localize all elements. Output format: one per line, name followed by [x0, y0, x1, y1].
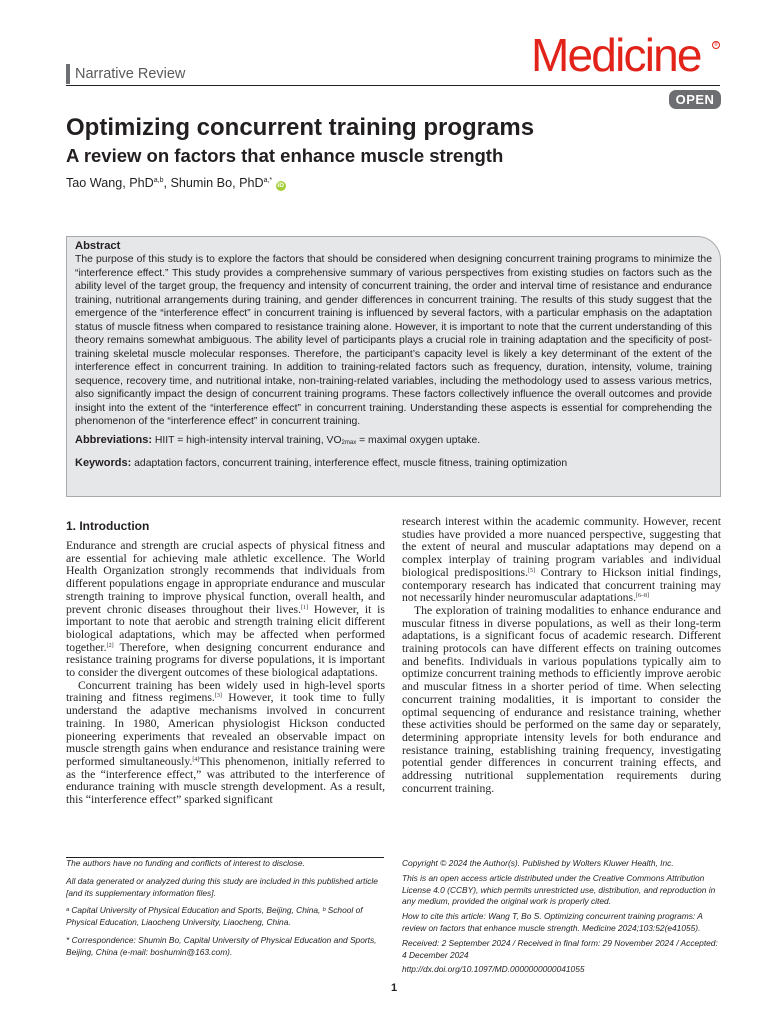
article-type-label: Narrative Review: [66, 64, 185, 84]
body-column-right: [402, 516, 721, 795]
affiliation-marker: a,b: [153, 177, 164, 184]
citation-link[interactable]: [2]: [106, 642, 114, 649]
paragraph-text: Endurance and strength are crucial aspects of physical fitness and are essential for achieving male athletic excellence. The World Health Organization strongly recommends that individuals from different populations engage in appropriate endurance and muscular strength training to improve physical function, overall health, and prevent chronic diseases throughout their lives.: [66, 539, 385, 616]
abbreviations-label: Abbreviations:: [75, 433, 153, 446]
citation-link[interactable]: [6–8]: [636, 593, 650, 600]
page-number: 1: [390, 982, 398, 994]
journal-logo: Medicine: [531, 29, 701, 81]
citation-link[interactable]: [4]: [192, 756, 200, 763]
paragraph-text: research interest within the academic community. However, recent studies have provided a more nuanced perspective, suggesting that the extent of neural and muscular adaptations may depend on a complex interplay of training program variables and individual biological predispositions.: [402, 515, 721, 579]
paragraph-text: Contrary to Hickson initial findings, contemporary research has indicated that concurrent training may not necessarily hinder neuromuscular adaptations.: [402, 565, 721, 605]
citation-info: How to cite this article: Wang T, Bo S. Optimizing concurrent training programs: A review on factors that enhance muscle strength. Medicine 2024;103:52(e41055).: [402, 911, 703, 933]
footnotes-right: [402, 858, 721, 979]
funding-statement: The authors have no funding and conflicts of interest to disclose.: [66, 858, 305, 868]
affiliations: ᵃ Capital University of Physical Education and Sports, Beijing, China, ᵇ School of Physical Education, Liaocheng University, Liaocheng, China.: [66, 905, 363, 928]
paragraph-text: However, it is important to note that aerobic and strength training elicit different biological adaptations, which may be affected when performed together.: [66, 602, 385, 654]
paragraph-continued: [402, 516, 721, 605]
author-separator: ,: [163, 176, 171, 190]
keywords: [75, 457, 712, 471]
author-name[interactable]: Shumin Bo, PhD: [170, 176, 264, 190]
author-name[interactable]: Tao Wang, PhD: [66, 176, 154, 190]
keywords-text: adaptation factors, concurrent training, interference effect, muscle fitness, training optimization: [131, 458, 568, 469]
abbreviation-subscript: 2max: [341, 439, 357, 446]
doi-link[interactable]: http://dx.doi.org/10.1097/MD.0000000000041055: [402, 964, 585, 975]
header-rule: [66, 85, 720, 86]
abstract-box: [66, 236, 721, 497]
section-heading-introduction: 1. Introduction: [66, 519, 150, 533]
orcid-icon[interactable]: iD: [277, 182, 284, 189]
citation-link[interactable]: [3]: [214, 693, 222, 700]
license-notice: This is an open access article distributed under the Creative Commons Attribution License 4.0 (CCBY), which permits unrestricted use, distribution, and reproduction in any medium, provided the original work is properly cited.: [402, 872, 716, 907]
citation-link[interactable]: [1]: [301, 604, 309, 611]
footnotes-left: [66, 858, 384, 965]
author-list: [66, 172, 286, 192]
paragraph-text: Therefore, when designing concurrent endurance and resistance training programs for diverse populations, it is important to consider the divergent outcomes of these biological adaptations.: [66, 640, 385, 680]
received-dates: Received: 2 September 2024 / Received in final form: 29 November 2024 / Accepted: 4 December 2024: [402, 937, 718, 960]
keywords-label: Keywords:: [75, 457, 132, 469]
paragraph-text: This phenomenon, initially referred to as the “interference effect,” was attributed to the interference of endurance training with muscle strength development. As a result, this “interference effect” sparked significant: [66, 754, 385, 807]
affiliation-marker: a,*: [263, 177, 273, 184]
abbreviations-text: = maximal oxygen uptake.: [356, 434, 481, 446]
paragraph: [66, 540, 385, 680]
abbreviations-text: HIIT = high-intensity interval training, VO: [152, 434, 342, 446]
article-subtitle: A review on factors that enhance muscle strength: [66, 145, 504, 166]
correspondence: * Correspondence: Shumin Bo, Capital University of Physical Education and Sports, Beijing, China (e-mail: boshumin@163.com).: [66, 934, 377, 957]
copyright-notice: Copyright © 2024 the Author(s). Published by Wolters Kluwer Health, Inc.: [402, 858, 674, 868]
paragraph: [66, 680, 385, 807]
article-title: Optimizing concurrent training programs: [66, 114, 535, 141]
body-column-left: [66, 540, 385, 807]
abbreviations: [75, 434, 712, 451]
paragraph-text: Concurrent training has been widely used in high-level sports training and fitness regimens.: [66, 678, 385, 705]
abstract-text: The purpose of this study is to explore the factors that should be considered when designing concurrent training programs to minimize the “interference effect.” This study provides a comprehensive summary of various perspectives from existing studies on factors such as the ability level of the target group, the frequency and intensity of concurrent training, the order and interval time of resistance and endurance training, nutritional arrangements during training, and gender differences in concurrent training. The results of this study suggest that the emergence of the “interference effect” in concurrent training is influenced by several factors, with a particular emphasis on the adaptation status of muscle fitness when compared to resistance training alone. However, it is important to note that the current understanding of this theory remains somewhat ambiguous. The ability level of participants plays a crucial role in training adaptation and the specificity of post-training skeletal muscle molecular responses. Therefore, the participant’s capacity level is likely a key determinant of the extent of the interference effect in concurrent training. In addition to training-related factors such as frequency, duration, intensity, volume, training sequence, recovery time, and nutritional intake, non-training-related variables, including the methodology used to assess various metrics, also significantly impact the design of concurrent training programs. These factors collectively influence the overall outcomes and provide insight into the extent of the “interference effect” in concurrent training. Understanding these aspects is essential for comprehending the phenomenon of the “interference effect” in concurrent training.: [75, 254, 712, 427]
registered-mark-icon: ®: [712, 41, 720, 49]
data-availability: All data generated or analyzed during this study are included in this published article [and its supplementary information files].: [66, 875, 378, 898]
paragraph: The exploration of training modalities to enhance endurance and muscular fitness in diverse populations, as well as their long-term adaptations, is a significant focus of academic research. Different training protocols can have different effects on training outcomes and benefits. Individuals in various populations typically aim to optimize concurrent training methods to efficiently improve aerobic and muscular fitness in a shorter period of time. When selecting concurrent training modalities, it is important to consider the optimal sequencing of endurance and resistance training, whether these activities should be performed on the same day or separately, determining appropriate intensity levels for both endurance and resistance training, establishing training frequency, investigating potential gender differences in concurrent training effects, and addressing nutritional supplementation requirements during concurrent training.: [402, 603, 721, 795]
abstract-heading: Abstract: [75, 240, 121, 252]
open-access-badge: OPEN: [669, 90, 721, 109]
citation-link[interactable]: [5]: [528, 567, 536, 574]
paragraph-text: However, it took time to fully understand the adaptive mechanisms involved in concurrent training. In 1980, American physiologist Hickson conducted pioneering experiments that revealed an observable impact on muscle strength gains when endurance and resistance training were performed simultaneously.: [66, 691, 385, 768]
